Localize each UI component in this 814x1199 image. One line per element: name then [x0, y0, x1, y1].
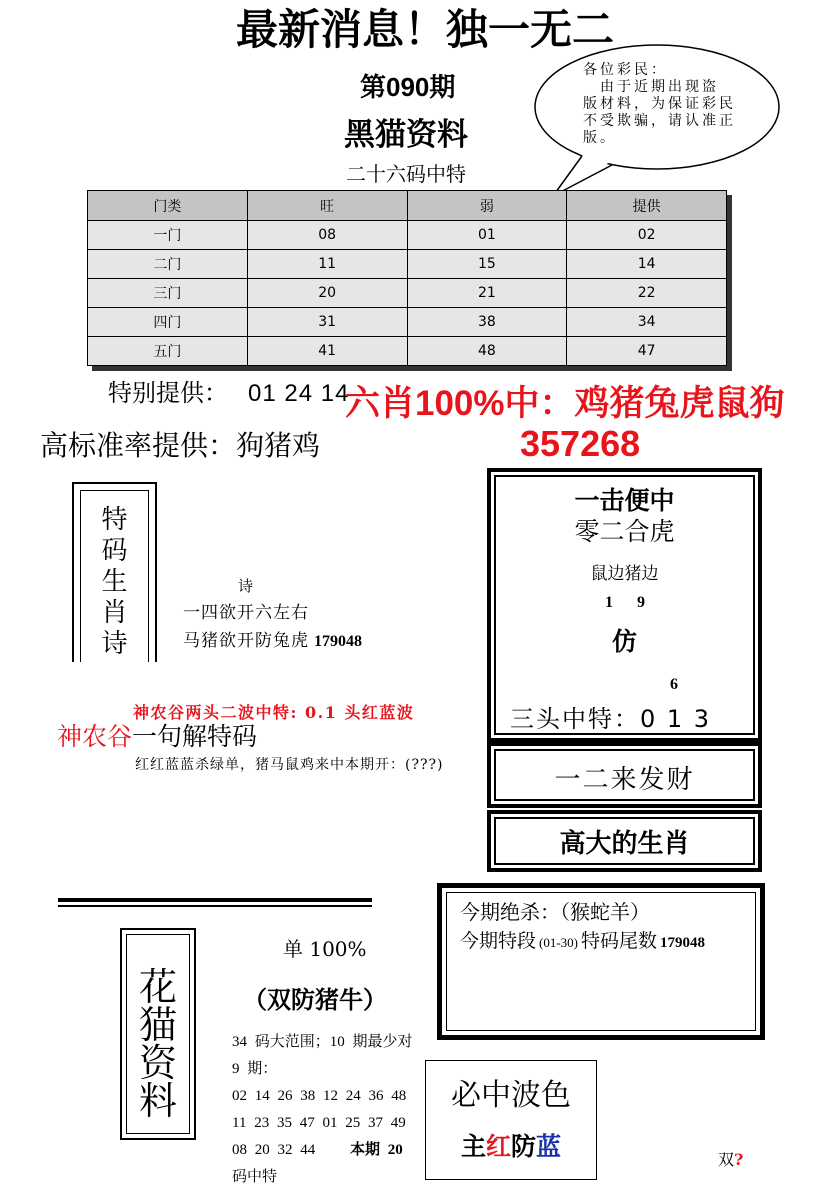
table-cell: 41 — [247, 337, 407, 366]
table-cell: 一门 — [88, 221, 248, 250]
wave-blue-label: 蓝 — [536, 1132, 562, 1161]
special-offer-label: 特别提供： — [108, 379, 228, 407]
kill-line: 今期绝杀：（猴蛇羊） — [460, 900, 650, 924]
table-cell: 01 — [407, 221, 567, 250]
range-footer: 码中特 — [232, 1169, 278, 1185]
six-zodiac-headline: 六肖100%中：鸡猪兔虎鼠狗 — [345, 384, 785, 423]
number-row: 11 23 35 47 01 25 37 49 — [232, 1115, 406, 1131]
wave-guard-label: 防 — [511, 1132, 537, 1161]
poem-heading: 诗 — [238, 577, 254, 595]
wave-color-box — [425, 1060, 597, 1180]
table-row — [88, 250, 727, 279]
kill-box — [437, 883, 765, 1040]
table-header-row — [88, 191, 727, 221]
column-header: 弱 — [407, 191, 567, 221]
flower-cat-title-box — [120, 928, 196, 1140]
table-cell: 20 — [247, 279, 407, 308]
tall-zodiac-text: 高大的生肖 — [559, 829, 690, 859]
table-cell: 二门 — [88, 250, 248, 279]
six-zodiac-numbers: 357268 — [520, 423, 641, 464]
poem-line-2-text: 马猪欲开防兔虎 — [183, 631, 309, 651]
wave-red-label: 红 — [485, 1132, 511, 1161]
number-row: 02 14 26 38 12 24 36 48 — [232, 1088, 407, 1104]
strike-digit-a: 1 — [605, 594, 613, 611]
notice-text — [583, 62, 736, 147]
table-cell: 34 — [567, 308, 727, 337]
strike-subtitle: 零二合虎 — [574, 517, 675, 546]
column-header: 门类 — [88, 191, 248, 221]
page-title: 黑猫资料 — [344, 117, 468, 153]
wave-color-title: 必中波色 — [451, 1078, 571, 1113]
poem-line-2-numbers: 179048 — [314, 633, 362, 650]
table-cell: 02 — [567, 221, 727, 250]
shennong-title-black: 一句解特码 — [132, 722, 258, 751]
segment-range: (01-30) — [539, 935, 579, 950]
tall-zodiac-box — [487, 810, 762, 872]
high-rate-offer: 高标准率提供：狗猪鸡 — [40, 429, 321, 462]
table-row — [88, 308, 727, 337]
table-row — [88, 337, 727, 366]
segment-line — [460, 928, 705, 956]
range-line-2: 9 期： — [232, 1061, 278, 1077]
table-cell: 14 — [567, 250, 727, 279]
poem-box-title: 特码生肖诗 — [101, 505, 128, 659]
this-issue-tag: 本期 20 — [350, 1142, 403, 1158]
section-divider — [58, 898, 372, 907]
notice-line: 各位彩民： — [583, 62, 668, 78]
page-subtitle: 二十六码中特 — [346, 162, 466, 186]
table-cell: 三门 — [88, 279, 248, 308]
special-offer-numbers: 01 24 14 — [248, 380, 350, 407]
segment-label: 今期特段 — [460, 930, 537, 952]
tail-label: 特码尾数 — [581, 930, 658, 952]
table-cell: 五门 — [88, 337, 248, 366]
poem-title-box — [72, 482, 157, 662]
poem-title-frame — [80, 490, 149, 662]
strike-three-heads: 三头中特：0 1 3 — [510, 705, 712, 733]
table-cell: 08 — [247, 221, 407, 250]
wave-color-main — [426, 1132, 596, 1162]
poem-line-2 — [183, 630, 362, 653]
special-offer — [108, 378, 349, 409]
notice-line: 版。 — [583, 130, 617, 146]
flower-cat-title: 花猫资料 — [138, 965, 177, 1123]
shennong-title — [57, 722, 257, 752]
corner-text: 双 — [718, 1150, 735, 1169]
wave-main-label: 主 — [460, 1132, 486, 1161]
table-row — [88, 221, 727, 250]
fortune-text: 一二来发财 — [554, 765, 695, 795]
number-row: 08 20 32 44 — [232, 1142, 316, 1158]
table-cell: 31 — [247, 308, 407, 337]
strike-digit-b: 9 — [637, 594, 645, 611]
guard-zodiac: （双防猪牛） — [243, 985, 387, 1014]
table-cell: 38 — [407, 308, 567, 337]
range-numbers — [232, 1029, 432, 1191]
poem-line-1: 一四欲开六左右 — [183, 603, 309, 623]
fortune-box — [487, 742, 762, 808]
table-cell: 15 — [407, 250, 567, 279]
notice-line: 版材料，为保证彩民 — [583, 96, 736, 112]
corner-note — [718, 1150, 743, 1170]
column-header: 旺 — [247, 191, 407, 221]
single-rate: 单 100% — [283, 937, 367, 961]
shennong-wave-tip: 神农谷两头二波中特: 0.1 头红蓝波 — [133, 703, 415, 722]
notice-line: 不受欺骗，请认准正 — [583, 113, 736, 129]
corner-mark: ? — [734, 1150, 744, 1169]
number-row-last — [232, 1137, 432, 1164]
headline: 最新消息！独一无二 — [236, 5, 615, 54]
number-table — [87, 190, 727, 366]
table-cell: 48 — [407, 337, 567, 366]
table-row — [88, 279, 727, 308]
strike-box — [487, 468, 762, 742]
issue-number: 第090期 — [360, 72, 456, 102]
strike-fang: 仿 — [611, 627, 637, 656]
strike-hint: 鼠边猪边 — [590, 564, 659, 584]
table-cell: 21 — [407, 279, 567, 308]
table-cell: 47 — [567, 337, 727, 366]
notice-line: 由于近期出现盗 — [600, 79, 719, 95]
strike-title: 一击便中 — [574, 486, 675, 515]
table-cell: 11 — [247, 250, 407, 279]
tail-numbers: 179048 — [660, 935, 706, 951]
shennong-riddle: 红红蓝蓝杀绿单，猪马鼠鸡来中本期开：(???) — [135, 757, 444, 773]
flower-cat-title-frame — [126, 934, 190, 1134]
column-header: 提供 — [567, 191, 727, 221]
table-cell: 四门 — [88, 308, 248, 337]
range-line-1: 34 码大范围；10 期最少对 — [232, 1034, 413, 1050]
shennong-title-red: 神农谷 — [57, 722, 133, 751]
table-cell: 22 — [567, 279, 727, 308]
strike-digit-c: 6 — [670, 676, 678, 693]
